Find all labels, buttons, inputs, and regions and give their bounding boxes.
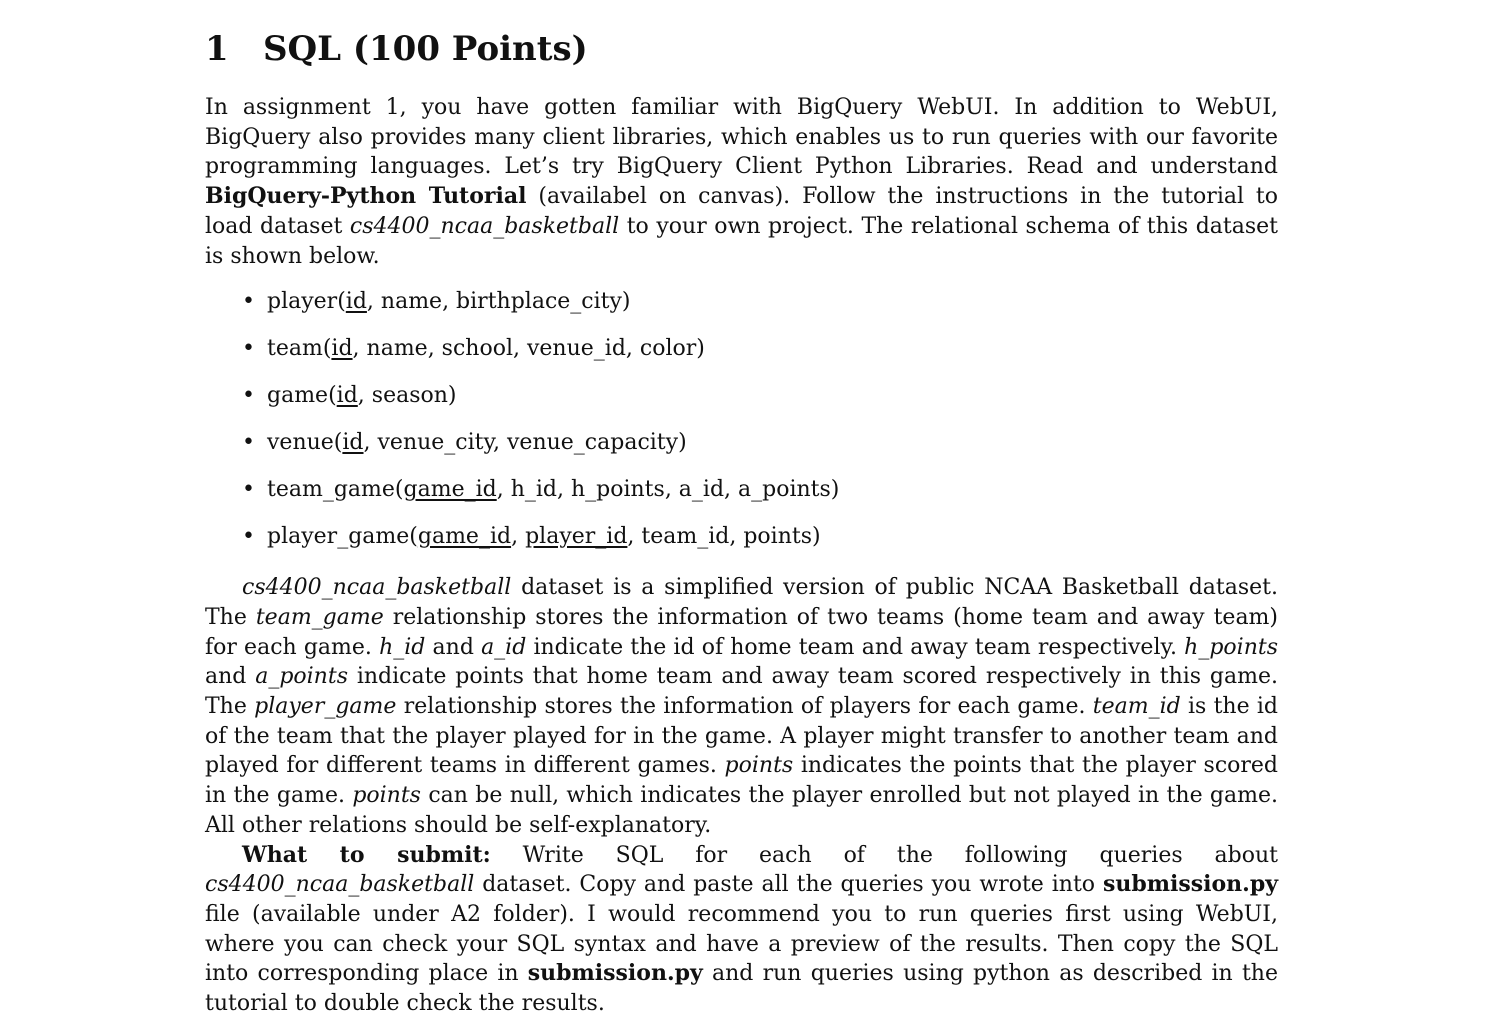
relation-name: team( [267, 336, 332, 362]
primary-key: id [345, 289, 367, 315]
relation-name: team_game( [267, 477, 404, 503]
bullet-icon: • [242, 524, 255, 550]
relation-attributes: , venue_city, venue_capacity) [363, 430, 687, 456]
primary-key: id [336, 383, 358, 409]
submit-label: What to submit: [242, 841, 491, 868]
intro-text-2: (availabel on canvas). Follow the instructions in the tutorial to load dataset [205, 184, 1278, 239]
primary-key: id [342, 430, 364, 456]
term: h_id [379, 634, 426, 660]
file-name: submission.py [527, 960, 703, 987]
bullet-icon: • [242, 477, 255, 503]
primary-key: game_id [417, 524, 512, 550]
primary-key: player_id [525, 524, 628, 550]
description-text: relationship stores the information of two teams (home team and away team) for each game. [205, 604, 1279, 660]
document-page [205, 26, 1278, 1019]
section-title: SQL (100 Points) [263, 29, 588, 69]
schema-item-player [242, 287, 1278, 334]
term: team_id [1092, 694, 1181, 720]
description-text: is the id of the team that the player played for in the game. A player might transfer to another team and played for different teams in different games. [205, 694, 1278, 779]
term: h_points [1184, 634, 1278, 660]
bullet-icon: • [242, 430, 255, 456]
description-text: and [425, 634, 482, 660]
relation-name: game( [267, 383, 337, 409]
description-text: indicate points that home team and away team scored respectively in this game. The [205, 664, 1278, 720]
submit-text: dataset. Copy and paste all the queries you wrote into [474, 872, 1103, 898]
section-number: 1 [205, 29, 229, 69]
file-name: submission.py [1102, 871, 1278, 898]
section-heading [205, 26, 1278, 76]
bullet-icon: • [242, 383, 255, 409]
term: points [352, 783, 421, 809]
relation-attributes: , team_id, points) [627, 524, 821, 550]
tutorial-name: BigQuery-Python Tutorial [205, 183, 527, 210]
bullet-icon: • [242, 289, 255, 315]
primary-key: game_id [403, 477, 497, 503]
schema-item-team [242, 334, 1278, 381]
schema-item-venue [242, 428, 1278, 475]
schema-item-game [242, 381, 1278, 428]
description-text: can be null, which indicates the player enrolled but not played in the game. All other relations should be self-explanatory. [205, 783, 1278, 838]
schema-item-team-game [242, 475, 1278, 522]
intro-paragraph [205, 93, 1278, 271]
term: team_game [255, 604, 384, 630]
term: points [724, 753, 794, 779]
dataset-name: cs4400_ncaa_basketball [242, 575, 512, 601]
description-text: indicate the id of home team and away team respectively. [526, 634, 1185, 660]
schema-item-player-game [242, 522, 1278, 569]
primary-key: id [331, 336, 353, 362]
relation-name: player( [267, 289, 346, 315]
description-text: indicates the points that the player scored in the game. [205, 753, 1279, 809]
description-paragraph [205, 573, 1278, 840]
submit-paragraph [205, 841, 1278, 1019]
key-separator: , [511, 524, 526, 550]
submit-text: and run queries using python as described in the tutorial to double check the results. [205, 961, 1278, 1017]
dataset-name: cs4400_ncaa_basketball [205, 872, 475, 898]
description-text: dataset is a simplified version of public NCAA Basketball dataset. The [205, 575, 1278, 630]
intro-text-1: In assignment 1, you have gotten familiar with BigQuery WebUI. In addition to WebUI, BigQuery also provides many client libraries, which enables us to run queries with our favorite programming languages. Let’s try BigQuery Client Python Libraries. Read and understand [205, 95, 1278, 180]
relation-attributes: , name, birthplace_city) [366, 289, 631, 315]
bullet-icon: • [242, 336, 255, 362]
relation-name: player_game( [267, 524, 418, 550]
description-text: and [205, 664, 256, 690]
term: a_points [255, 664, 348, 690]
intro-text-3: to your own project. The relational schema of this dataset is shown below. [205, 213, 1278, 269]
description-text: relationship stores the information of players for each game. [396, 694, 1093, 720]
relation-attributes: , name, school, venue_id, color) [352, 336, 705, 362]
submit-text: Write SQL for each of the following queries about [490, 842, 1278, 868]
schema-list [205, 287, 1278, 569]
term: a_id [481, 634, 527, 660]
relation-attributes: , h_id, h_points, a_id, a_points) [496, 477, 840, 503]
relation-name: venue( [267, 430, 343, 456]
submit-text: file (available under A2 folder). I would recommend you to run queries first using WebUI, where you can check your SQL syntax and have a preview of the results. Then copy the SQL into corresponding place in [205, 901, 1278, 987]
term: player_game [254, 694, 397, 720]
dataset-name: cs4400_ncaa_basketball [349, 213, 620, 239]
relation-attributes: , season) [357, 383, 457, 409]
